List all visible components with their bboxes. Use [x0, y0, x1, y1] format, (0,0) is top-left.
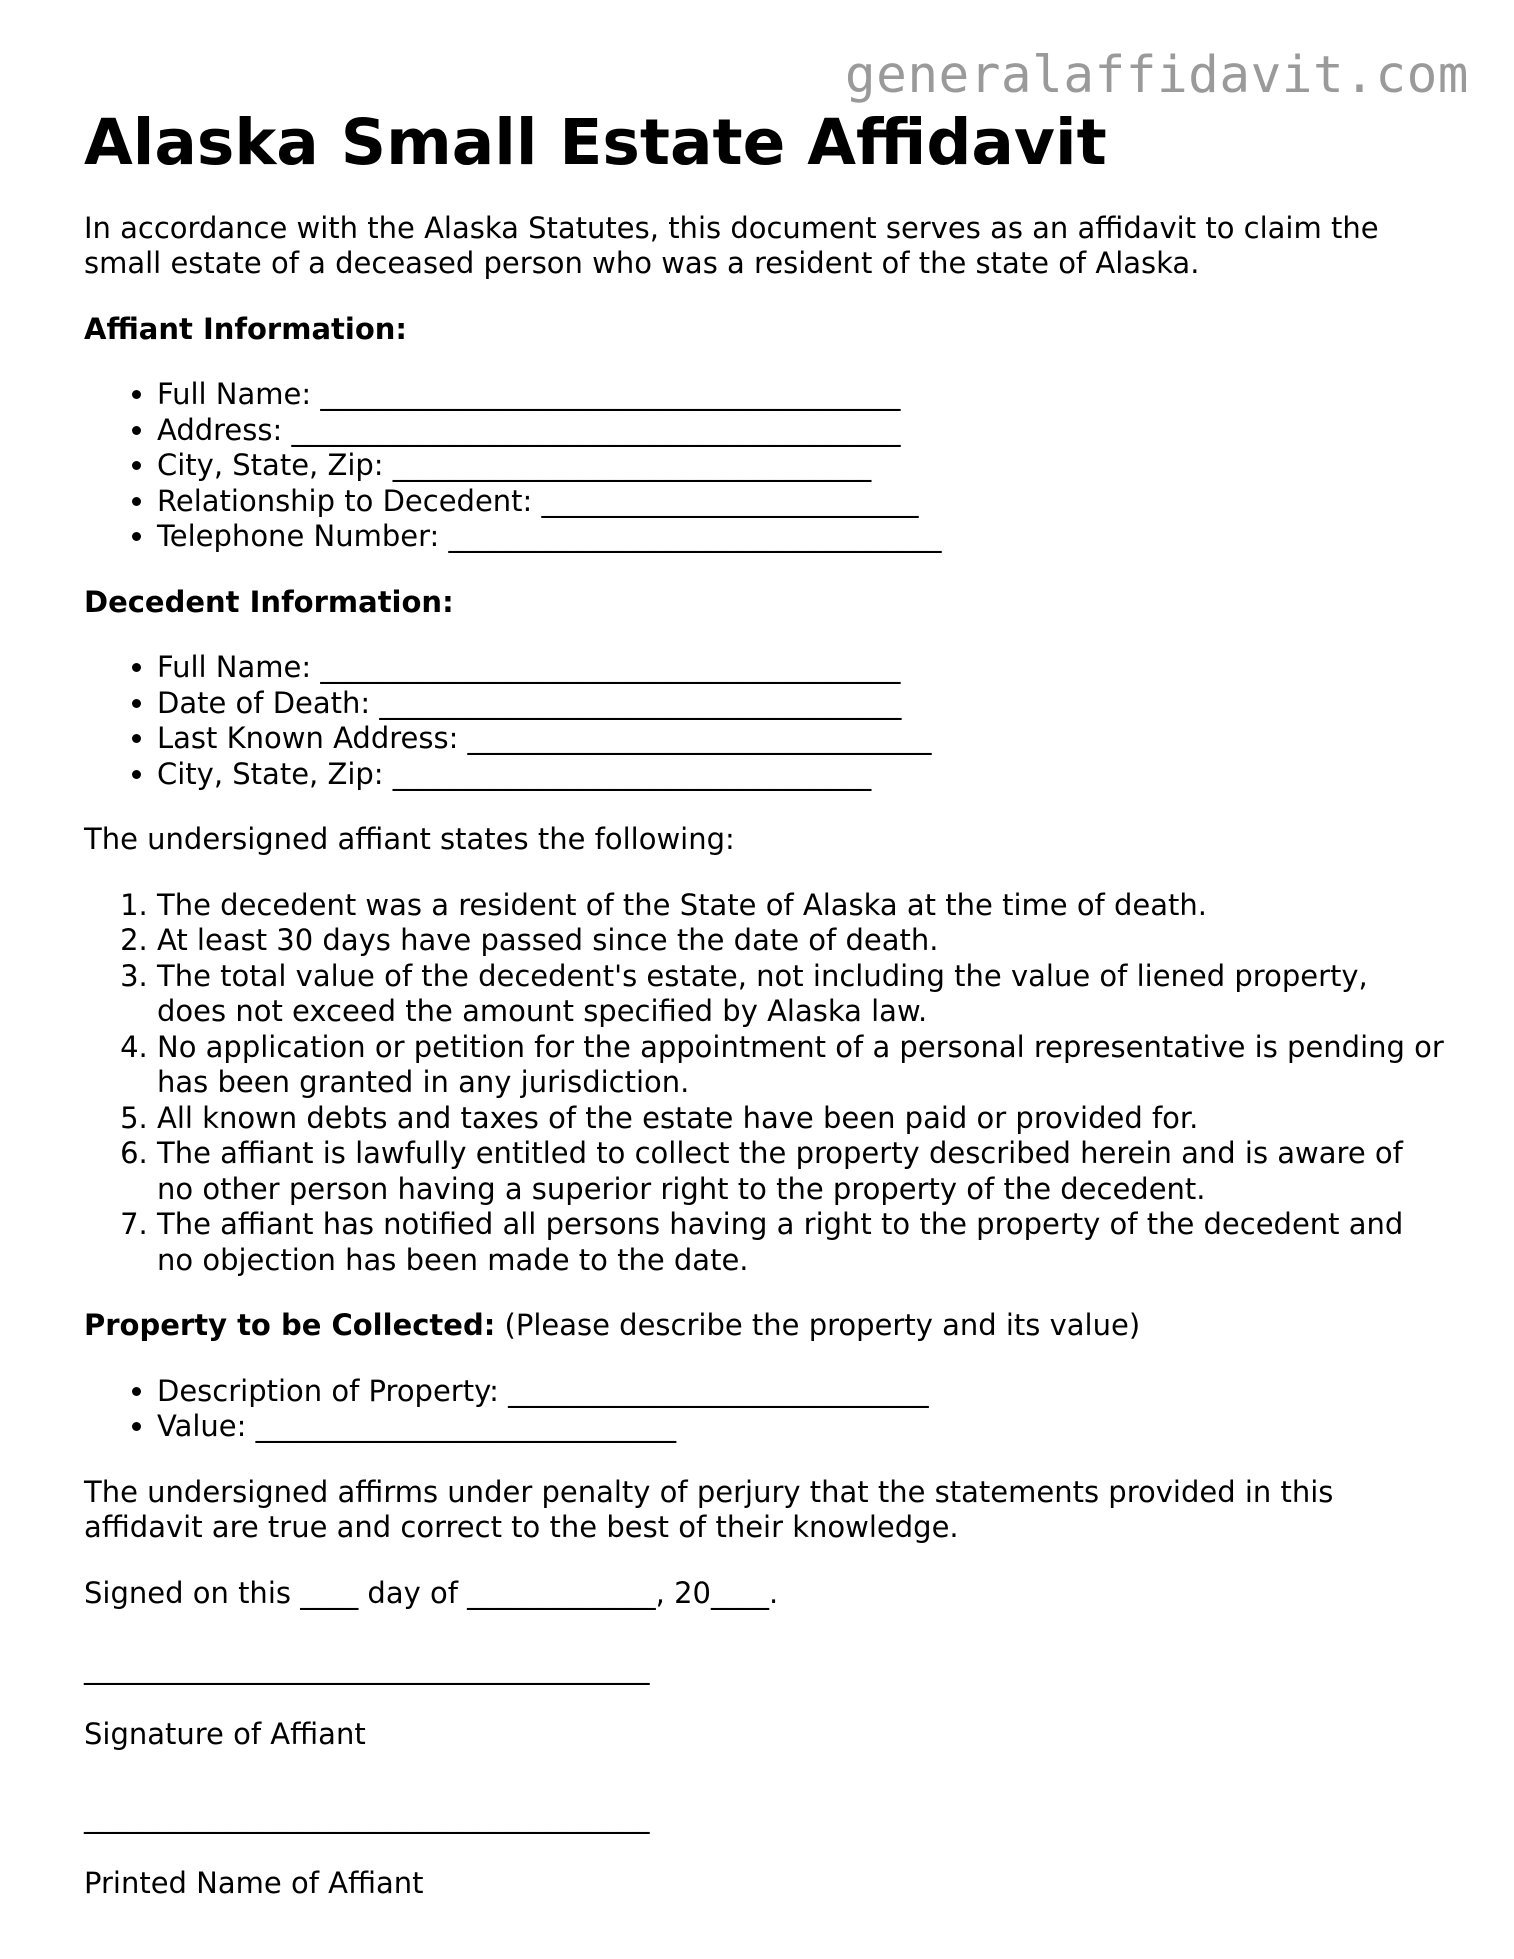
- signature-label: Signature of Affiant: [84, 1716, 366, 1751]
- statement-item: 4. No application or petition for the appointment of a personal representative is pending or has been granted in any jurisdiction.: [157, 1030, 1444, 1101]
- affiant-relationship-field[interactable]: • Relationship to Decedent: __________________________: [157, 484, 1444, 520]
- statement-item: 2. At least 30 days have passed since the date of death.: [157, 923, 1444, 959]
- decedent-last-address-field[interactable]: • Last Known Address: ________________________________: [157, 721, 1444, 757]
- statement-item: 5. All known debts and taxes of the estate have been paid or provided for.: [157, 1101, 1444, 1137]
- printed-name-line[interactable]: _______________________________________: [84, 1800, 650, 1835]
- affiant-full-name-field[interactable]: • Full Name: ________________________________________: [157, 377, 1444, 413]
- statements-list: [84, 888, 1444, 1279]
- affiant-heading: [84, 312, 1444, 348]
- decedent-date-of-death-field[interactable]: • Date of Death: ____________________________________: [157, 686, 1444, 722]
- property-description-field[interactable]: • Description of Property: _____________________________: [157, 1374, 1444, 1410]
- affiant-fields-list: [84, 377, 1444, 555]
- property-heading: [84, 1308, 1444, 1344]
- signed-on-line[interactable]: Signed on this ____ day of _____________, 20____.: [84, 1575, 779, 1610]
- signature-line[interactable]: _______________________________________: [84, 1651, 650, 1686]
- affiant-telephone-field[interactable]: • Telephone Number: __________________________________: [157, 519, 1444, 555]
- site-watermark: generalaffidavit.com: [844, 46, 1469, 105]
- affidavit-document: [84, 105, 1444, 1901]
- affiant-heading-text: Affiant Information:: [84, 311, 407, 346]
- statement-item: 3. The total value of the decedent's estate, not including the value of liened property, does not exceed the amount specified by Alaska law.: [157, 959, 1444, 1030]
- statements-intro: The undersigned affiant states the following:: [84, 822, 735, 857]
- decedent-fields-list: [84, 650, 1444, 792]
- intro-paragraph: In accordance with the Alaska Statutes, this document serves as an affidavit to claim the small estate of a deceased person who was a resident of the state of Alaska.: [84, 210, 1379, 281]
- decedent-heading-text: Decedent Information:: [84, 584, 454, 619]
- affiant-city-state-zip-field[interactable]: • City, State, Zip: _________________________________: [157, 448, 1444, 484]
- decedent-full-name-field[interactable]: • Full Name: ________________________________________: [157, 650, 1444, 686]
- printed-name-label: Printed Name of Affiant: [84, 1865, 424, 1900]
- affirmation-paragraph: The undersigned affirms under penalty of perjury that the statements provided in this affidavit are true and correct to the best of their knowledge.: [84, 1474, 1334, 1545]
- statement-item: 1. The decedent was a resident of the State of Alaska at the time of death.: [157, 888, 1444, 924]
- document-title: Alaska Small Estate Affidavit: [84, 106, 1107, 179]
- property-note: (Please describe the property and its value): [504, 1308, 1141, 1343]
- property-fields-list: [84, 1374, 1444, 1445]
- property-heading-text: Property to be Collected:: [84, 1308, 496, 1343]
- statement-item: 6. The affiant is lawfully entitled to collect the property described herein and is aware of no other person having a superior right to the property of the decedent.: [157, 1136, 1444, 1207]
- statement-item: 7. The affiant has notified all persons having a right to the property of the decedent and no objection has been made to the date.: [157, 1207, 1444, 1278]
- affiant-address-field[interactable]: • Address: __________________________________________: [157, 413, 1444, 449]
- property-value-field[interactable]: • Value: _____________________________: [157, 1409, 1444, 1445]
- decedent-city-state-zip-field[interactable]: • City, State, Zip: _________________________________: [157, 757, 1444, 793]
- decedent-heading: [84, 585, 1444, 621]
